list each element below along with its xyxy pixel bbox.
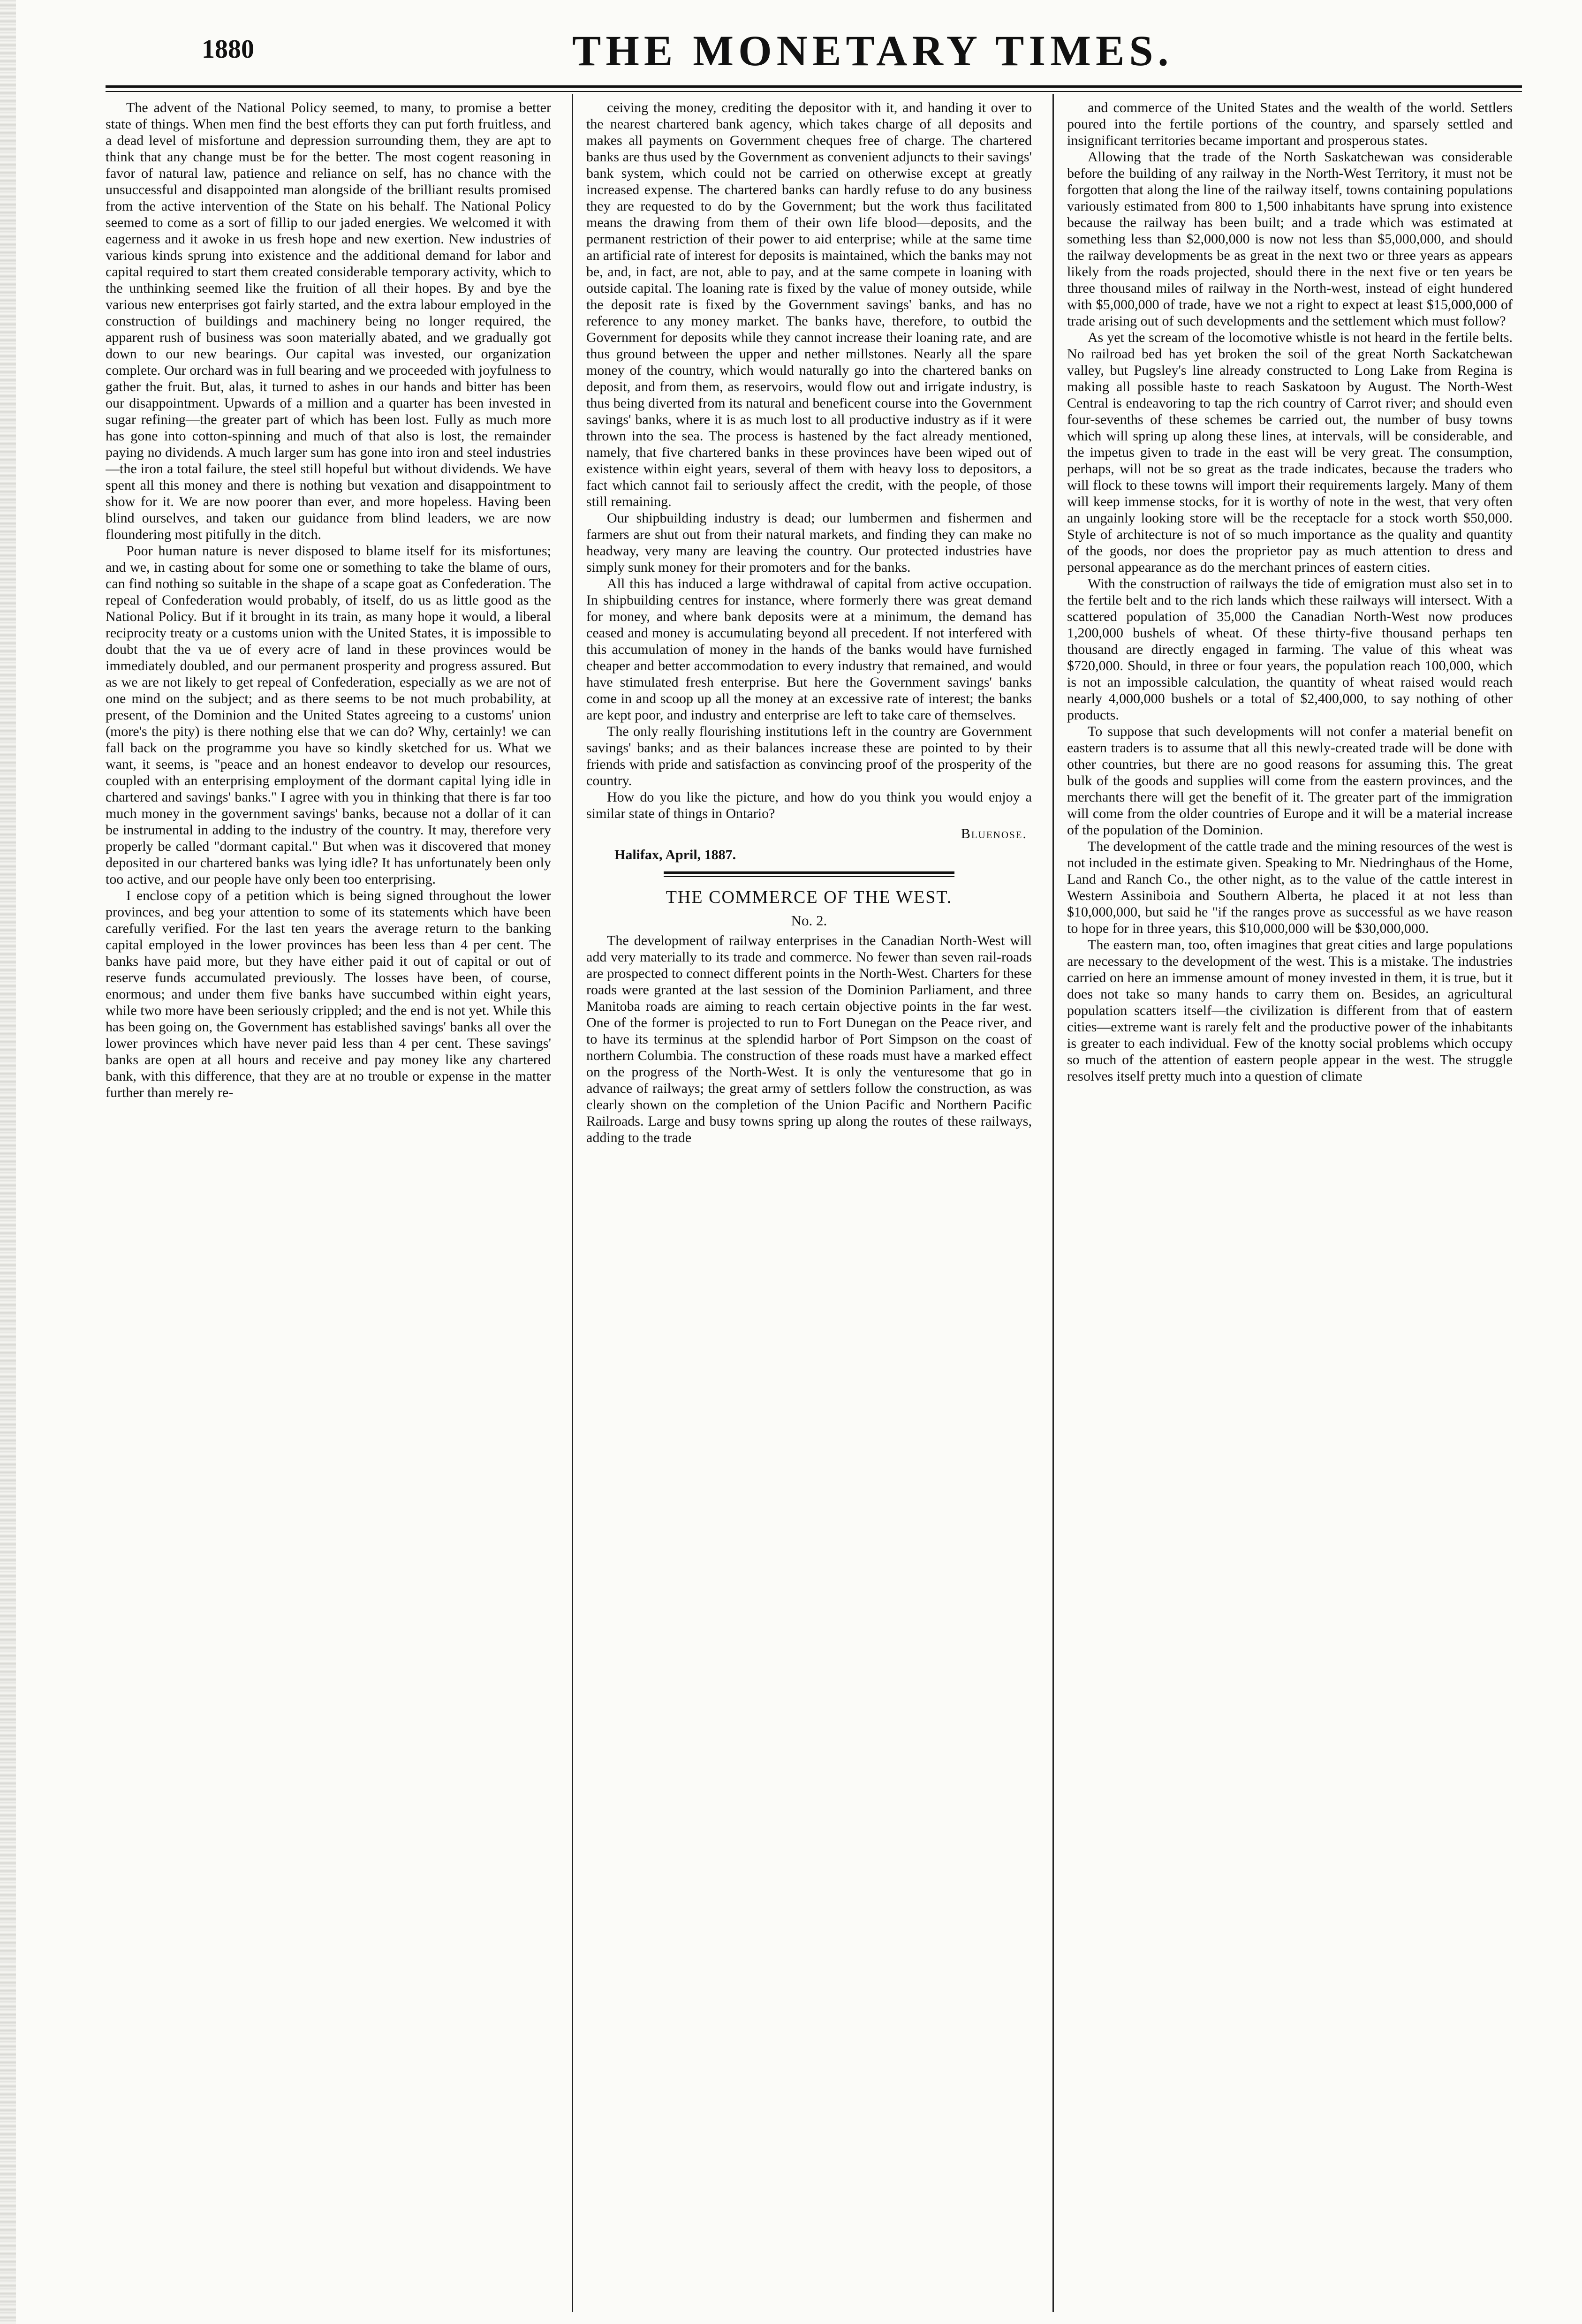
letter-signature: Bluenose. xyxy=(961,826,1027,841)
column-divider xyxy=(572,94,573,2312)
letter-paragraph: The advent of the National Policy seemed, to many, to promise a better state of things. When men find the best efforts they can put forth fruitless, and a dead level of misfortune and depression surrounding them, they are apt to think that any change must be for the better. The most cogent reasoning in favor of natural law, patience and reliance on self, has no chance with the unsuccessful and disappointed man alongside of the brilliant results promised from the active intervention of the State on his behalf. The National Policy seemed to come as a sort of fillip to our jaded energies. We welcomed it with eagerness and it awoke in us fresh hope and new exertion. New industries of various kinds sprung into existence and the additional demand for labor and capital required to start them created considerable temporary activity, which to the unthinking seemed like the fruition of all their hopes. By and bye the various new enterprises got fairly started, and the extra labour employed in the construction of buildings and machinery being no longer required, the apparent rush of business was soon materially abated, and we gradually got down to our new bearings. Our capital was invested, our organization complete. Our orchard was in full bearing and we proceeded with joyfulness to gather the fruit. But, alas, it turned to ashes in our hands and bitter has been our disappointment. Upwards of a million and a quarter has been invested in sugar refining—the greater part of which has been lost. Fully as much more has gone into cotton-spinning and much of that also is lost, the remainder paying no dividends. A much larger sum has gone into iron and steel industries—the iron a total failure, the steel still hopeful but without dividends. We have spent all this money and there is nothing but vexation and disappointment to show for it. We are now poorer than ever, and more hopeless. Having been blind ourselves, and taken our guidance from blind leaders, we are now floundering most pitifully in the ditch. xyxy=(106,100,551,542)
masthead-title: THE MONETARY TIMES. xyxy=(572,27,1173,75)
letter-dateline: Halifax, April, 1887. xyxy=(614,847,736,863)
letter-paragraph: How do you like the picture, and how do you think you would enjoy a similar state of things in Ontario? xyxy=(586,789,1032,821)
letter-paragraph: The only really flourishing institutions left in the country are Government savings' banks; and as their balances increase these are pointed to by their friends with pride and satisfaction as convincing proof of the prosperity of the country. xyxy=(586,724,1032,788)
scanned-page-edge xyxy=(0,0,16,2324)
section-rule xyxy=(664,871,954,874)
article-paragraph: The development of the cattle trade and the mining resources of the west is not included in the estimate given. Speaking to Mr. Niedringhaus of the Home, Land and Ranch Co., the other night, as to the value of the cattle interest in Western Assiniboia and Southern Alberta, he placed it at not less than $10,000,000, but said he "if the ranges prove as successful as we have reason to hope for in three years, this $10,000,000 will be $30,000,000. xyxy=(1067,839,1513,936)
article-number: No. 2. xyxy=(791,912,827,929)
article-paragraph: To suppose that such developments will not confer a material benefit on eastern traders is to assume that all this newly-created trade will be done with other countries, but there are no good reasons for assuming this. The great bulk of the goods and supplies will come from the eastern provinces, and the merchants there will get the benefit of it. The greater part of the immigration will come from the older countries of Europe and it will be a material increase of the population of the Dominion. xyxy=(1067,724,1513,838)
page-number: 1880 xyxy=(202,35,254,64)
letter-paragraph: All this has induced a large withdrawal of capital from active occupation. In shipbuilding centres for instance, where formerly there was great demand for money, and where bank deposits were at a minimum, the demand has ceased and money is accumulating beyond all precedent. If not interfered with this accumulation of money in the hands of the banks would have furnished cheaper and better accommodation to every industry that remained, and would have stimulated fresh enterprise. But here the Government savings' banks come in and scoop up all the money at an excessive rate of interest; the banks are kept poor, and industry and enterprise are left to take care of themselves. xyxy=(586,576,1032,723)
letter-paragraph: Our shipbuilding industry is dead; our lumbermen and fishermen and farmers are shut out from their natural markets, and finding they can make no headway, very many are leaving the country. Our protected industries have simply sunk money for their promoters and for the banks. xyxy=(586,510,1032,575)
header-rule-thin xyxy=(106,91,1522,92)
article-paragraph: The eastern man, too, often imagines that great cities and large populations are necessary to the development of the west. This is a mistake. The industries carried on here an immense amount of money invested in them, it is true, but it does not take so many hands to carry them on. Besides, an agricultural population scatters itself—the civilization is different from that of eastern cities—extreme want is rarely felt and the productive power of the inhabitants is greater to each individual. Few of the knotty social problems which occupy so much of the attention of eastern people appear in the west. The struggle resolves itself pretty much into a question of climate xyxy=(1067,937,1513,1084)
section-rule-thin xyxy=(664,876,954,877)
article-title: THE COMMERCE OF THE WEST. xyxy=(666,887,953,907)
header-rule xyxy=(106,85,1522,88)
column-3 xyxy=(1067,99,1513,2309)
page-header xyxy=(174,26,1534,77)
letter-paragraph: ceiving the money, crediting the depositor with it, and handing it over to the nearest chartered bank agency, which takes charge of all deposits and makes all payments on Government cheques free of charge. The chartered banks are thus used by the Government as convenient adjuncts to their savings' bank system, which could not be carried on otherwise except at greatly increased expense. The chartered banks can hardly refuse to do any business they are requested to do by the Government; but the work thus facilitated means the drawing from them of their own life blood—deposits, and the permanent restriction of their power to aid enterprise; while at the same time an artificial rate of interest for deposits is maintained, which the banks may not be, and, in fact, are not, able to pay, and at the same compete in loaning with outside capital. The loaning rate is fixed by the value of money outside, while the deposit rate is fixed by the Government savings' banks, and has no reference to any money market. The banks have, therefore, to outbid the Government for deposits while they cannot increase their loaning rate, and are thus ground between the upper and nether millstones. Nearly all the spare money of the country, which would naturally go into the chartered banks on deposit, and from them, as reservoirs, would flow out and irrigate industry, is thus being diverted from its natural and beneficent course into the Government savings' banks, where it is as much lost to all productive industry as if it were thrown into the sea. The process is hastened by the fact already mentioned, namely, that five chartered banks in these provinces have been wiped out of existence within eight years, several of them with heavy loss to depositors, a fact which cannot fail to seriously affect the credit, with the people, of those still remaining. xyxy=(586,100,1032,509)
article-paragraph: As yet the scream of the locomotive whistle is not heard in the fertile belts. No railroad bed has yet broken the soil of the great North Sackatchewan valley, but Pugsley's line already constructed to Long Lake from Regina is making all possible haste to reach Saskatoon by August. The North-West Central is endeavoring to tap the rich country of Carrot river; and should even four-sevenths of these schemes be carried out, the number of busy towns which will spring up along these lines, at intervals, will be considerable, and the impetus given to trade in the east will be very great. The consumption, perhaps, will not be so great as the trade indicates, because the traders who will flock to these towns will import their requirements largely. Many of them will keep immense stocks, for it is worthy of note in the west, that very often an ungainly looking store will be the receptacle for a stock worth $50,000. Style of architecture is not of so much importance as the quality and quantity of the goods, nor does the proprietor pay as much attention to dress and personal appearance as do the merchant princes of eastern cities. xyxy=(1067,330,1513,575)
column-divider xyxy=(1052,94,1054,2312)
column-2 xyxy=(586,99,1032,2309)
article-paragraph: Allowing that the trade of the North Saskatchewan was considerable before the building of any railway in the North-West Territory, it must not be forgotten that along the line of the railway itself, towns containing populations variously estimated from 800 to 1,500 inhabitants have sprung into existence because the railway has been built; and a trade which was estimated at something less than $2,000,000 is now not less than $5,000,000, and should the railway developments be as great in the next two or three years as appears likely from the roads projected, should there in the next five or ten years be three thousand miles of railway in the North-west, instead of eight hundered with $5,000,000 of trade, have we not a right to expect at least $15,000,000 of trade arising out of such developments and the settlement which must follow? xyxy=(1067,149,1513,329)
article-paragraph: The development of railway enterprises in the Canadian North-West will add very materially to its trade and commerce. No fewer than seven rail-roads are prospected to connect different points in the North-West. Charters for these roads were granted at the last session of the Dominion Parliament, and three Manitoba roads are aiming to reach certain objective points in the far west. One of the former is projected to run to Fort Dunegan on the Peace river, and to have its terminus at the splendid harbor of Port Simpson on the coast of northern Columbia. The construction of these roads must have a marked effect on the progress of the North-West. It is only the venturesome that go in advance of railways; the great army of settlers follow the construction, as was clearly shown on the completion of the Union Pacific and Northern Pacific Railroads. Large and busy towns spring up along the routes of these railways, adding to the trade xyxy=(586,933,1032,1145)
column-1 xyxy=(106,99,551,2309)
letter-paragraph: Poor human nature is never disposed to blame itself for its misfortunes; and we, in casting about for some one or something to take the blame of ours, can find nothing so suitable in the shape of a scape goat as Confederation. The repeal of Confederation would probably, of itself, do us as little good as the National Policy. But if it brought in its train, as many hope it would, a liberal reciprocity treaty or a customs union with the United States, it is impossible to doubt that the va ue of every acre of land in these provinces would be immediately doubled, and our permanent prosperity and progress assured. But as we are not likely to get repeal of Confederation, especially as we are not of one mind on the subject; and as there seems to be not much probability, at present, of the Dominion and the United States agreeing to a customs' union (more's the pity) is there nothing else that we can do? Why, certainly! we can fall back on the programme you have so kindly sketched for us. What we want, it seems, is "peace and an honest endeavor to develop our resources, coupled with an enterprising employment of the dormant capital lying idle in chartered and savings' banks." I agree with you in thinking that there is far too much money in the government savings' banks, because not a dollar of it can be instrumental in adding to the industry of the country. It may, therefore very properly be called "dormant capital." But when was it discovered that money deposited in our chartered banks was lying idle? It has unfortunately been only too active, and our people have only been too enterprising. xyxy=(106,543,551,887)
article-paragraph: With the construction of railways the tide of emigration must also set in to the fertile belt and to the rich lands which these railways will intersect. With a scattered population of 35,000 the Canadian North-West now produces 1,200,000 bushels of wheat. Of these thirty-five thousand perhaps ten thousand are directly engaged in farming. The value of this wheat was $720,000. Should, in three or four years, the population reach 100,000, which is not an impossible calculation, the quantity of wheat raised would reach nearly 4,000,000 bushels or a total of $2,400,000, to say nothing of other products. xyxy=(1067,576,1513,723)
letter-paragraph: I enclose copy of a petition which is being signed throughout the lower provinces, and beg your attention to some of its statements which have been carefully verified. For the last ten years the average return to the banking capital employed in the lower provinces has been less than 4 per cent. The banks have paid more, but they have either paid it out of capital or out of reserve funds accumulated previously. The losses have been, of course, enormous; and under them five banks have succumbed within eight years, while two more have been seriously crippled; and the end is not yet. While this has been going on, the Government has established savings' banks all over the lower provinces which have never paid less than 4 per cent. These savings' banks are open at all hours and receive and pay money like any chartered bank, with this difference, that they are at no trouble or expense in the matter further than merely re- xyxy=(106,888,551,1100)
article-paragraph: and commerce of the United States and the wealth of the world. Settlers poured into the fertile portions of the country, and sparsely settled and insignificant territories became important and prosperous states. xyxy=(1067,100,1513,148)
